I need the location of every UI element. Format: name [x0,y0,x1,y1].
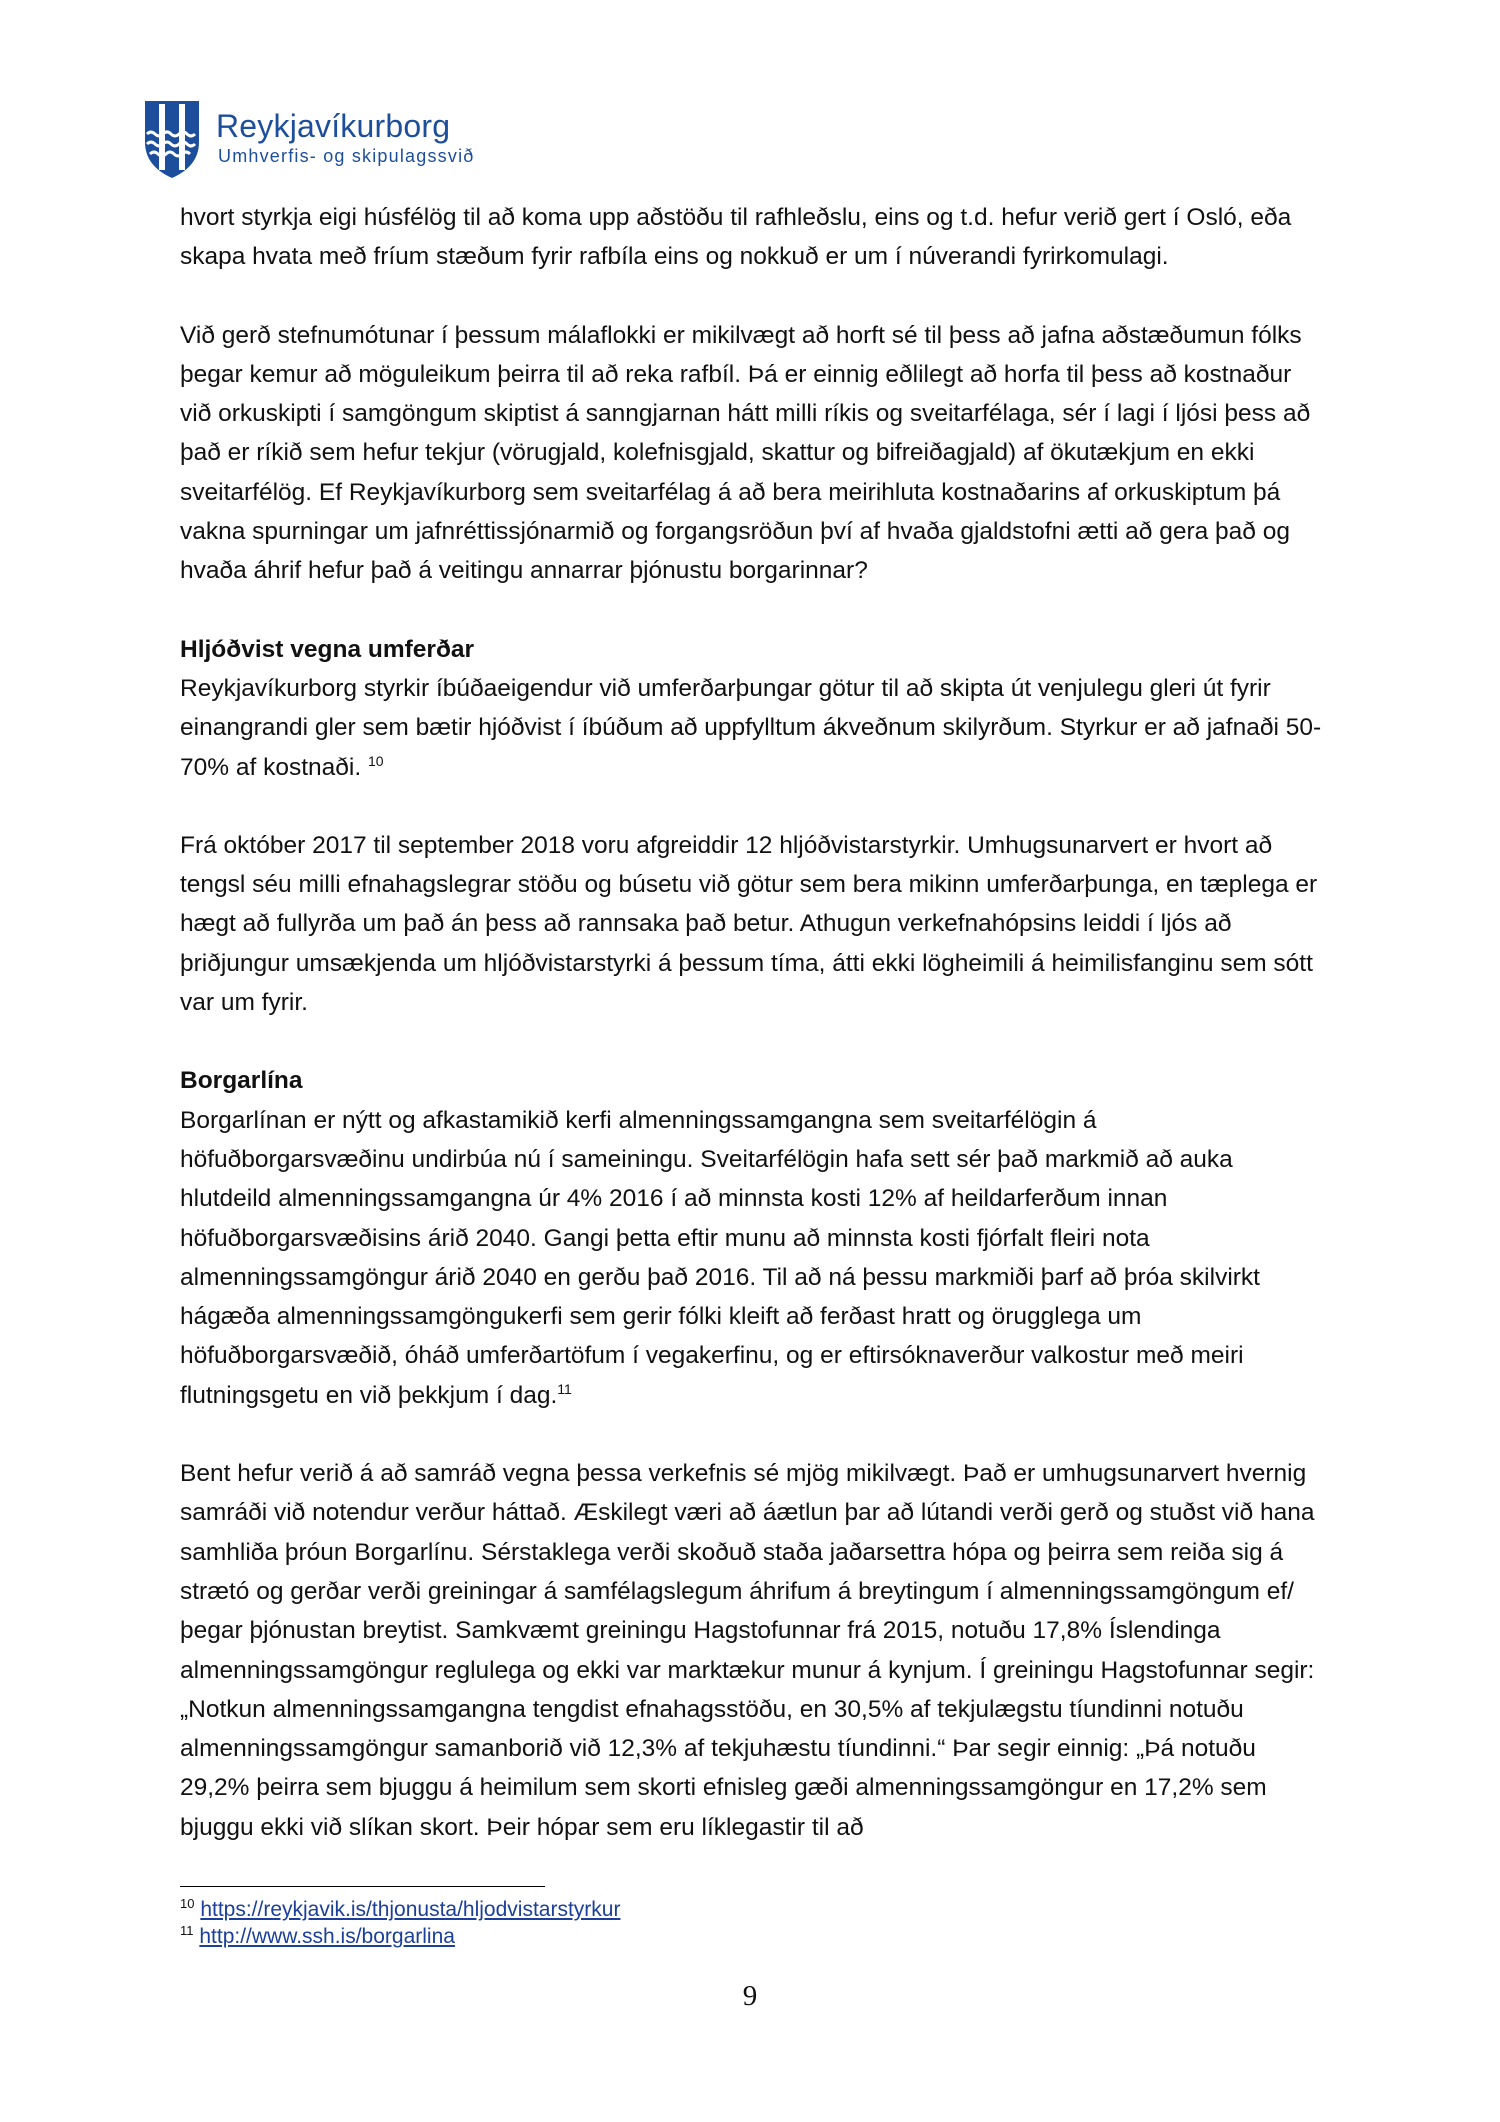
paragraph-6: Bent hefur verið á að samráð vegna þessa verkefnis sé mjög mikilvægt. Það er umhugsunarvert hvernig samráði við notendur verður háttað. Æskilegt væri að áætlun þar að lútandi verði gerð og stuðst við hana samhliða þróun Borgarlínu. Sérstaklega verði skoðuð staða jaðarsettra hópa og þeirra sem reiða sig á strætó og gerðar verði greiningar á samfélagslegum áhrifum á breytingum í almenningssamgöngum ef/þegar þjónustan breytist. Samkvæmt greiningu Hagstofunnar frá 2015, notuðu 17,8% Íslendinga almenningssamgöngur reglulega og ekki var marktækur munur á kynjum. Í greiningu Hagstofunnar segir: „Notkun almenningssamgangna tengdist efnahagsstöðu, en 30,5% af tekjulægstu tíundinni notuðu almenningssamgöngur samanborið við 12,3% af tekjuhæstu tíundinni.“ Þar segir einnig: „Þá notuðu 29,2% þeirra sem bjuggu á heimilum sem skorti efnisleg gæði almenningssamgöngur en 17,2% sem bjuggu ekki við slíkan skort. Þeir hópar sem eru líklegastir til að [180,1460,1315,1841]
paragraph-4: Frá október 2017 til september 2018 voru afgreiddir 12 hljóðvistarstyrkir. Umhugsunarvert er hvort að tengsl séu milli efnahagslegrar stöðu og búsetu við götur sem bera mikinn umferðarþunga, en tæplega er hægt að fullyrða um það án þess að rannsaka það betur. Athugun verkefnahópsins leiddi í ljós að þriðjungur umsækjenda um hljóðvistarstyrki á þessum tíma, átti ekki lögheimili á heimilisfanginu sem sótt var um fyrir. [180,831,1318,1017]
footnote-link-borgarlina[interactable]: http://www.ssh.is/borgarlina [199,1925,455,1948]
paragraph-2: Við gerð stefnumótunar í þessum málaflokki er mikilvægt að horft sé til þess að jafna aðstæðumun fólks þegar kemur að möguleikum þeirra til að reka rafbíl. Þá er einnig eðlilegt að horfa til þess að kostnaður við orkuskipti í samgöngum skiptist á sanngjarnan hátt milli ríkis og sveitarfélaga, sér í lagi í ljósi þess að það er ríkið sem hefur tekjur (vörugjald, kolefnisgjald, skattur og bifreiðagjald) af ökutækjum en ekki sveitarfélög. Ef Reykjavíkurborg sem sveitarfélag á að bera meirihluta kostnaðarins af orkuskiptum þá vakna spurningar um jafnréttissjónarmið og forgangsröðun því af hvaða gjaldstofni ætti að gera það og hvaða áhrif hefur það á veitingu annarrar þjónustu borgarinnar? [180,321,1311,585]
footnote-ref-11[interactable]: 11 [557,1380,572,1397]
paragraph-3 [180,669,1328,787]
paragraph-3-text: Reykjavíkurborg styrkir íbúðaeigendur við umferðarþungar götur til að skipta út venjulegu gleri út fyrir einangrandi gler sem bætir hjóðvist í íbúðum að uppfylltum ákveðnum skilyrðum. Styrkur er að jafnaði 50-70% af kostnaði. [180,674,1322,781]
footnote-number: 11 [180,1923,194,1938]
org-name: Reykjavíkurborg [216,108,451,144]
paragraph-5 [180,1101,1328,1415]
page-number: 9 [742,1980,758,2012]
reykjavik-coat-of-arms-icon [142,98,202,180]
footnote-10 [180,1896,620,1924]
footnote-divider [180,1886,545,1887]
heading-borgarlina: Borgarlína [180,1067,303,1095]
footnote-ref-10[interactable]: 10 [367,752,384,769]
department-name: Umhverfis- og skipulagssvið [218,146,475,166]
footnote-number: 10 [180,1896,195,1911]
footnote-11 [180,1923,455,1951]
footnote-link-hljodvistarstyrkur[interactable]: https://reykjavik.is/thjonusta/hljodvistarstyrkur [200,1898,621,1921]
heading-hljodvist: Hljóðvist vegna umferðar [180,635,475,663]
paragraph-5-text: Borgarlínan er nýtt og afkastamikið kerfi almenningssamgangna sem sveitarfélögin á höfuðborgarsvæðinu undirbúa nú í sameiningu. Sveitarfélögin hafa sett sér það markmið að auka hlutdeild almenningssamgangna úr 4% 2016 í að minnsta kosti 12% af heildarferðum innan höfuðborgarsvæðisins árið 2040. Gangi þetta eftir munu að minnsta kosti fjórfalt fleiri nota almenningssamgöngur árið 2040 en gerðu það 2016. Til að ná þessu markmiði þarf að þróa skilvirkt hágæða almenningssamgöngukerfi sem gerir fólki kleift að ferðast hratt og örugglega um höfuðborgarsvæðið, óháð umferðartöfum í vegakerfinu, og er eftirsóknaverður valkostur með meiri flutningsgetu en við þekkjum í dag. [180,1106,1260,1409]
document-body [180,198,1328,1847]
page-header [142,98,742,180]
paragraph-1: hvort styrkja eigi húsfélög til að koma upp aðstöðu til rafhleðslu, eins og t.d. hefur verið gert í Osló, eða skapa hvata með fríum stæðum fyrir rafbíla eins og nokkuð er um í núverandi fyrirkomulagi. [180,204,1292,271]
